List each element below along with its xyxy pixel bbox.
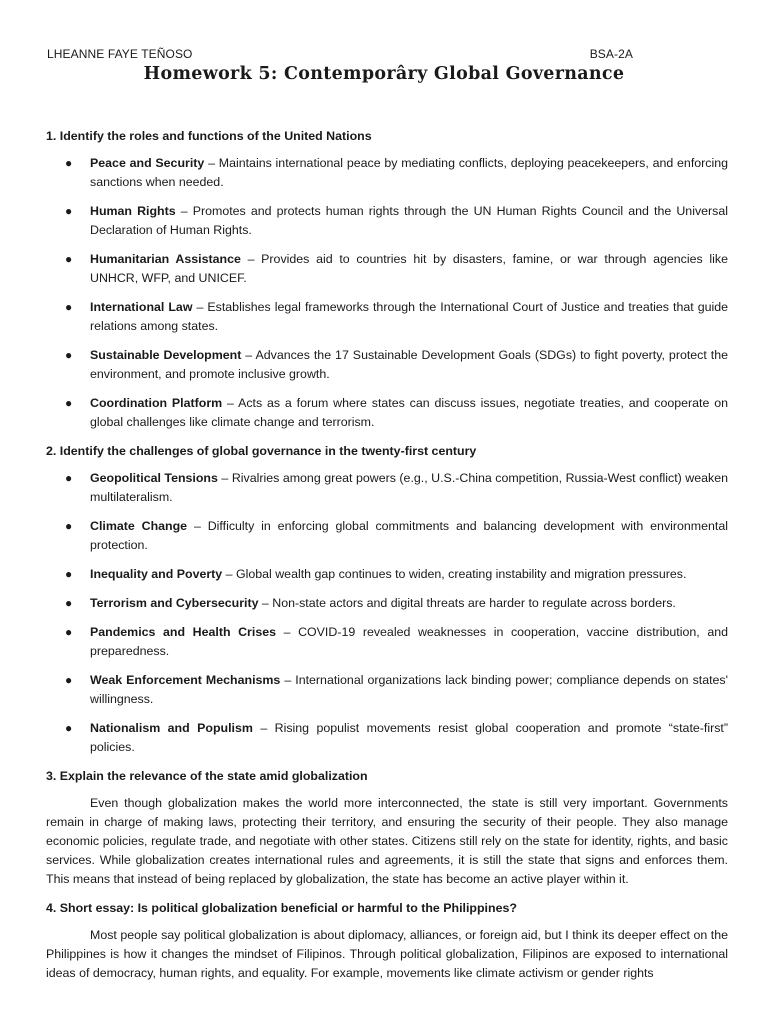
list-item <box>46 298 728 336</box>
item-term: Human Rights <box>90 204 176 218</box>
list-item <box>46 394 728 432</box>
section-heading: 2. Identify the challenges of global governance in the twenty-first century <box>46 444 477 458</box>
item-text: – Establishes legal frameworks through the International Court of Justice and treaties that guide relations among states. <box>90 300 729 333</box>
item-text: – Global wealth gap continues to widen, creating instability and migration pressures. <box>222 567 687 581</box>
item-term: Sustainable Development <box>90 348 242 362</box>
header <box>47 47 633 61</box>
document-title: Homework 5: Contemporâry Global Governance <box>143 64 625 84</box>
roles-list <box>46 154 728 432</box>
item-term: Peace and Security <box>90 156 205 170</box>
list-item <box>46 202 728 240</box>
list-item <box>46 346 728 384</box>
item-text: – COVID-19 revealed weaknesses in cooperation, vaccine distribution, and preparedness. <box>90 625 728 658</box>
bullet-icon: ● <box>65 519 73 533</box>
paragraph: Most people say political globalization is about diplomacy, alliances, or foreign aid, but I think its deeper effect on the Philippines is how it changes the mindset of Filipinos. Through political globalization, Filipinos are exposed to international ideas of democracy, human rights, and equality. For example, movements like climate activism or gender rights <box>46 928 728 980</box>
item-text: – Advances the 17 Sustainable Development Goals (SDGs) to fight poverty, protect the environment, and promote inclusive growth. <box>90 348 728 381</box>
item-text: – Maintains international peace by mediating conflicts, deploying peacekeepers, and enforcing sanctions when needed. <box>90 156 729 189</box>
item-text: – Rivalries among great powers (e.g., U.S.-China competition, Russia-West conflict) weaken multilateralism. <box>90 471 729 504</box>
bullet-icon: ● <box>65 252 73 266</box>
challenges-list <box>46 469 728 757</box>
bullet-icon: ● <box>65 156 73 170</box>
document-body <box>46 127 728 993</box>
student-name: LHEANNE FAYE TEÑOSO <box>47 47 193 61</box>
section-heading: 3. Explain the relevance of the state amid globalization <box>46 769 368 783</box>
item-term: International Law <box>90 300 193 314</box>
item-term: Terrorism and Cybersecurity <box>90 596 259 610</box>
item-text: – Promotes and protects human rights through the UN Human Rights Council and the Universal Declaration of Human Rights. <box>90 204 728 237</box>
bullet-icon: ● <box>65 348 73 362</box>
item-term: Climate Change <box>90 519 188 533</box>
bullet-icon: ● <box>65 596 73 610</box>
list-item <box>46 623 728 661</box>
bullet-icon: ● <box>65 204 73 218</box>
bullet-icon: ● <box>65 721 73 735</box>
item-term: Nationalism and Populism <box>90 721 253 735</box>
list-item <box>46 594 728 613</box>
list-item <box>46 671 728 709</box>
item-text: – Non-state actors and digital threats are harder to regulate across borders. <box>258 596 676 610</box>
item-term: Weak Enforcement Mechanisms <box>90 673 281 687</box>
bullet-icon: ● <box>65 567 73 581</box>
bullet-icon: ● <box>65 471 73 485</box>
item-term: Geopolitical Tensions <box>90 471 218 485</box>
section-heading: 4. Short essay: Is political globalization beneficial or harmful to the Philippines? <box>46 901 517 915</box>
bullet-icon: ● <box>65 300 73 314</box>
section-heading: 1. Identify the roles and functions of the United Nations <box>46 129 372 143</box>
bullet-icon: ● <box>65 625 73 639</box>
list-item <box>46 565 728 584</box>
list-item <box>46 517 728 555</box>
list-item <box>46 250 728 288</box>
item-term: Humanitarian Assistance <box>90 252 241 266</box>
bullet-icon: ● <box>65 396 73 410</box>
list-item <box>46 154 728 192</box>
item-text: – Provides aid to countries hit by disasters, famine, or war through agencies like UNHCR, WFP, and UNICEF. <box>90 252 728 285</box>
item-text: – International organizations lack binding power; compliance depends on states' willingness. <box>90 673 728 706</box>
item-term: Inequality and Poverty <box>90 567 223 581</box>
item-term: Pandemics and Health Crises <box>90 625 276 639</box>
item-text: – Acts as a forum where states can discuss issues, negotiate treaties, and cooperate on global challenges like climate change and terrorism. <box>90 396 728 429</box>
paragraph: Even though globalization makes the world more interconnected, the state is still very important. Governments remain in charge of making laws, protecting their territory, and ensuring the security of their people. They also manage economic policies, regulate trade, and negotiate with other states. Citizens still rely on the state for identity, rights, and basic services. While globalization creates international rules and agreements, it is still the state that signs and enforces them. This means that instead of being replaced by globalization, the state has become an active player within it. <box>46 796 728 886</box>
item-text: – Difficulty in enforcing global commitments and balancing development with environmental protection. <box>90 519 728 552</box>
item-text: – Rising populist movements resist global cooperation and promote “state-first” policies. <box>90 721 728 754</box>
list-item <box>46 719 728 757</box>
student-section: BSA-2A <box>589 47 633 61</box>
item-term: Coordination Platform <box>90 396 223 410</box>
list-item <box>46 469 728 507</box>
bullet-icon: ● <box>65 673 73 687</box>
